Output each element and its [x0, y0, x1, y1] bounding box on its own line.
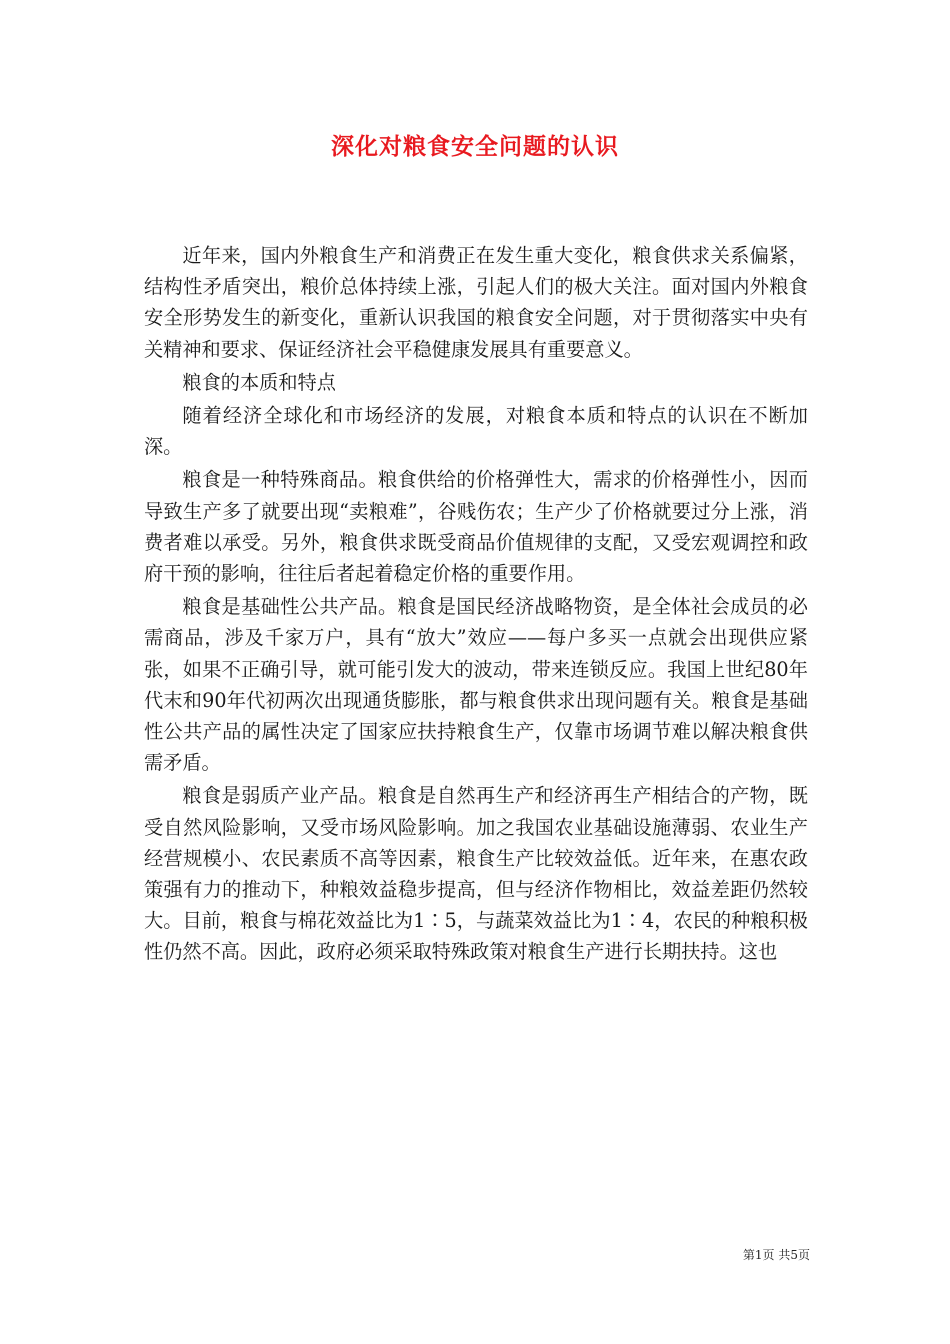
total-page-count: 5: [790, 1248, 798, 1262]
paragraph: 粮食是基础性公共产品。粮食是国民经济战略物资，是全体社会成员的必需商品，涉及千家万户，具有“放大”效应——每户多买一点就会出现供应紧张，如果不正确引导，就可能引发大的波动，带来连锁反应。我国上世纪80年代末和90年代初两次出现通货膨胀，都与粮食供求出现问题有关。粮食是基础性公共产品的属性决定了国家应扶持粮食生产，仅靠市场调节难以解决粮食供需矛盾。: [144, 595, 808, 775]
paragraph: 粮食是一种特殊商品。粮食供给的价格弹性大，需求的价格弹性小，因而导致生产多了就要出现“卖粮难”，谷贱伤农；生产少了价格就要过分上涨，消费者难以承受。另外，粮食供求既受商品价值规律的支配，又受宏观调控和政府干预的影响，往往后者起着稳定价格的重要作用。: [144, 468, 808, 586]
document-body: [144, 240, 808, 968]
paragraph: 粮食是弱质产业产品。粮食是自然再生产和经济再生产相结合的产物，既受自然风险影响，又受市场风险影响。加之我国农业基础设施薄弱、农业生产经营规模小、农民素质不高等因素，粮食生产比较效益低。近年来，在惠农政策强有力的推动下，种粮效益稳步提高，但与经济作物相比，效益差距仍然较大。目前，粮食与棉花效益比为1∶5，与蔬菜效益比为1∶4，农民的种粮积极性仍然不高。因此，政府必须采取特殊政策对粮食生产进行长期扶持。这也: [144, 784, 808, 964]
section-heading: 粮食的本质和特点: [182, 370, 336, 394]
current-page-number: 1: [754, 1248, 763, 1262]
document-title: 深化对粮食安全问题的认识: [331, 133, 619, 160]
paragraph: 近年来，国内外粮食生产和消费正在发生重大变化，粮食供求关系偏紧，结构性矛盾突出，粮价总体持续上涨，引起人们的极大关注。面对国内外粮食安全形势发生的新变化，重新认识我国的粮食安全问题，对于贯彻落实中央有关精神和要求、保证经济社会平稳健康发展具有重要意义。: [144, 244, 808, 361]
page-number-prefix: 第: [742, 1248, 755, 1262]
paragraph: 随着经济全球化和市场经济的发展，对粮食本质和特点的认识在不断加深。: [144, 404, 808, 459]
page-footer: [700, 1246, 810, 1263]
page-number-middle: 页 共: [762, 1248, 791, 1262]
page-number-suffix: 页: [797, 1248, 810, 1262]
